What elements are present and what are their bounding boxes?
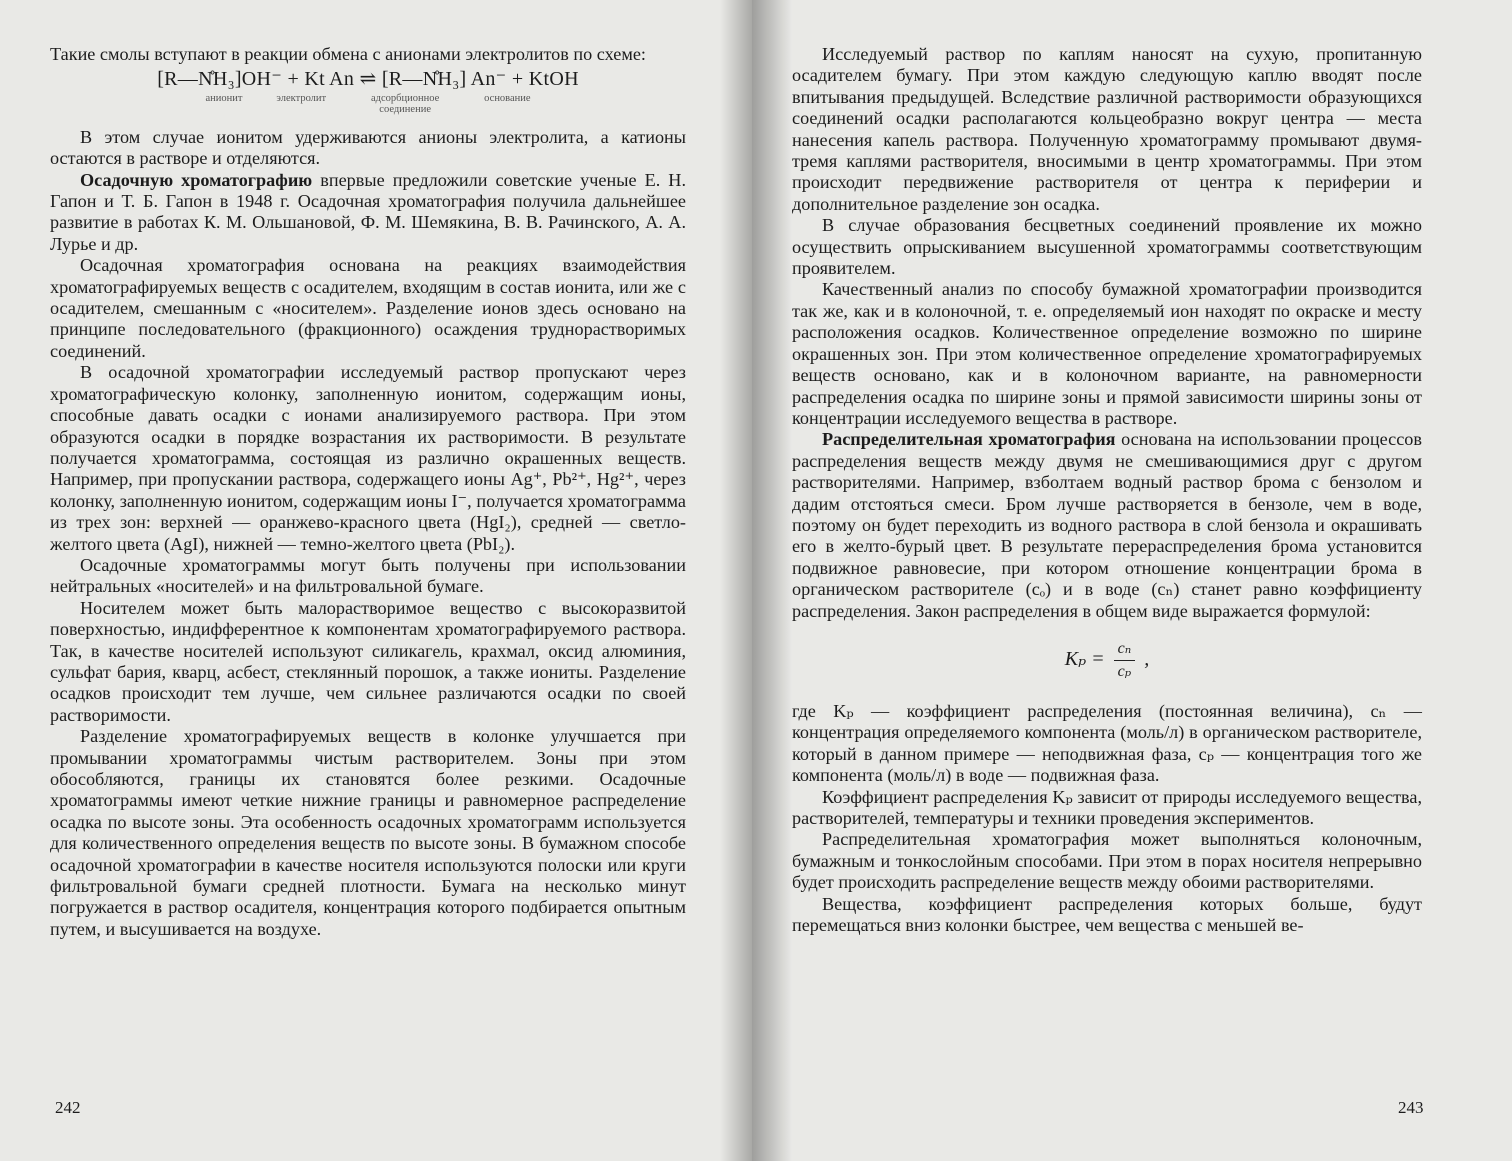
paragraph xyxy=(50,170,686,256)
term-bold: Распределительная хроматография xyxy=(822,429,1116,450)
paragraph: Носителем может быть малорастворимое вещество с высокоразвитой поверхностью, индифферентное к компонентам хроматографируемого раствора. Так, в качестве носителей используют силикагель, крахмал, оксид алюминия, сульфат бария, кварц, асбест, стеклянный порошок, а также иониты. Разделение осадков происходит тем лучше, чем сильнее различаются осадки по своей растворимости. xyxy=(50,597,686,725)
paragraph xyxy=(792,429,1422,622)
paragraph: Коэффициент распределения Kₚ зависит от природы исследуемого вещества, растворителей, температуры и техники проведения экспериментов. xyxy=(792,786,1422,828)
right-page xyxy=(752,0,1512,1161)
right-page-text xyxy=(792,44,1422,936)
equation-text: [R—N̊H₃]OH⁻ + Kt An ⇌ [R—N̊H₃] An⁻ + KtOH xyxy=(157,68,579,91)
distribution-formula xyxy=(792,638,1422,683)
page-number: 243 xyxy=(1398,1098,1424,1117)
paragraph: В случае образования бесцветных соединений проявление их можно осуществить опрыскиванием высушенной хроматограммы соответствующим проявителем. xyxy=(792,215,1422,279)
formula-fraction xyxy=(1114,638,1136,683)
paragraph: Осадочная хроматография основана на реакциях взаимодействия хроматографируемых веществ с осадителем, входящим в состав ионита, или же с осадителем, смешанным с «носителем». Разделение ионов здесь основано на принципе последовательного (фракционного) осаждения труднорастворимых соединений. xyxy=(50,255,686,361)
paragraph: где Kₚ — коэффициент распределения (постоянная величина), cₙ — концентрация определяемого компонента (моль/л) в органическом растворителе, который в данном примере — неподвижная фаза, cₚ — концентрация того же компонента (моль/л) в воде — подвижная фаза. xyxy=(792,700,1422,786)
paragraph-text: впервые предложили советские ученые Е. Н. Гапон и Т. Б. Гапон в 1948 г. Осадочная хроматография получила дальнейшее развитие в работах К. М. Ольшановой, Ф. М. Шемякина, В. В. Рачинского, А. А. Лурье и др. xyxy=(50,169,686,254)
formula-numerator: cₙ xyxy=(1114,638,1136,661)
equation-label: анионит xyxy=(205,92,243,104)
equation-labels xyxy=(50,93,686,115)
paragraph: Вещества, коэффициент распределения которых больше, будут перемещаться вниз колонки быстрее, чем вещества с меньшей ве- xyxy=(792,893,1422,936)
left-page-text xyxy=(50,44,686,940)
paragraph: В этом случае ионитом удерживаются анионы электролита, а катионы остаются в растворе и отделяются. xyxy=(50,126,686,169)
paragraph: Качественный анализ по способу бумажной хроматографии производится так же, как и в колоночной, т. е. определяемый ион находят по окраске и месту расположения осадков. Количественное определение возможно по ширине окрашенных зон. При этом количественное определение хроматографируемых веществ основано, как и в колоночном варианте, на равномерности распределения осадка по ширине зоны и прямой зависимости ширины зоны от концентрации исследуемого вещества в растворе. xyxy=(792,279,1422,428)
equation-label: адсорбционное соединение xyxy=(371,92,440,115)
equation-label: основание xyxy=(484,92,531,104)
paragraph: В осадочной хроматографии исследуемый раствор пропускают через хроматографическую колонку, заполненную ионитом, содержащим ионы, способные давать осадки с ионами анализируемого раствора. При этом образуются осадки в порядке возрастания их растворимости. В результате получается хроматограмма, состоящая из различно окрашенных веществ. Например, при пропускании раствора, содержащего ионы Ag⁺, Pb²⁺, Hg²⁺, через колонку, заполненную ионитом, содержащим ионы I⁻, получается хроматограмма из трех зон: верхней — оранжево-красного цвета (HgI₂), средней — светло-желтого цвета (AgI), нижней — темно-желтого цвета (PbI₂). xyxy=(50,362,686,554)
paragraph-text: основана на использовании процессов распределения веществ между двумя не смешивающимися друг с другом растворителями. Например, взболтаем водный раствор брома с бензолом и дадим отстояться смеси. Бром лучше растворяется в бензоле, чем в воде, поэтому он будет переходить из водного раствора в слой бензола и окрашивать его в желто-бурый цвет. В результате перераспределения брома установится подвижное равновесие, при котором отношение концентрации брома в органическом растворителе (cₒ) и в воде (cₙ) станет равно коэффициенту распределения. Закон распределения в общем виде выражается формулой: xyxy=(792,429,1422,621)
formula-denominator: cₚ xyxy=(1117,662,1132,680)
formula-lhs: Kₚ = xyxy=(1064,648,1105,671)
paragraph: Распределительная хроматография может выполняться колоночным, бумажным и тонкослойным способами. При этом в порах носителя непрерывно будет происходить распределение веществ между обоими растворителями. xyxy=(792,829,1422,893)
left-page xyxy=(0,0,752,1161)
page-number: 242 xyxy=(55,1098,81,1117)
paragraph: Осадочные хроматограммы могут быть получены при использовании нейтральных «носителей» и на фильтровальной бумаге. xyxy=(50,554,686,597)
intro-paragraph: Такие смолы вступают в реакции обмена с анионами электролитов по схеме: xyxy=(50,44,646,64)
paragraph: Исследуемый раствор по каплям наносят на сухую, пропитанную осадителем бумагу. При этом каждую следующую каплю вводят после впитывания предыдущей. Вследствие различной растворимости образующихся соединений осадки располагаются кольцеобразно вокруг центра — места нанесения капель раствора. Полученную хроматограмму промывают двумя-тремя каплями растворителя, вносимыми в центр хроматограммы. При этом происходит передвижение растворителя от центра к периферии и дополнительное разделение зон осадка. xyxy=(792,44,1422,214)
paragraph: Разделение хроматографируемых веществ в колонке улучшается при промывании хроматограммы чистым растворителем. Зоны при этом обособляются, границы их становятся более резкими. Осадочные хроматограммы имеют четкие нижние границы и равномерное распределение осадка по высоте зоны. Эта особенность осадочных хроматограмм используется для количественного определения веществ по высоте зоны. В бумажном способе осадочной хроматографии в качестве носителя используются полоски или круги фильтровальной бумаги средней плотности. Бумага на несколько минут погружается в раствор осадителя, концентрация которого подбирается опытным путем, и высушивается на воздухе. xyxy=(50,726,686,939)
ion-exchange-equation xyxy=(50,69,686,114)
equation-label: электролит xyxy=(276,92,327,104)
formula-tail: , xyxy=(1144,648,1150,671)
term-bold: Осадочную хроматографию xyxy=(80,169,313,190)
